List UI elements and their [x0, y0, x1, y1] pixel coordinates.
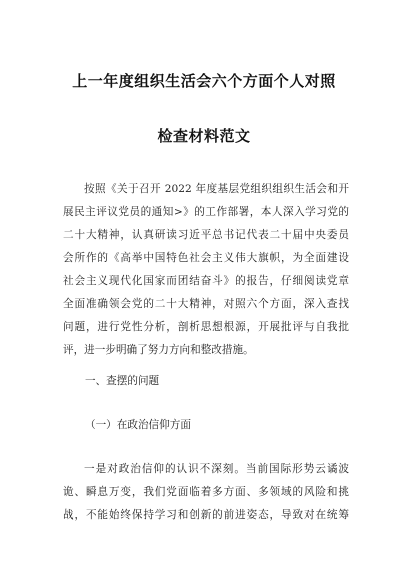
document-title-line-2: 检查材料范文: [157, 127, 251, 145]
paragraph-line: 一是对政治信仰的认识不深刻。当前国际形势云谲波: [84, 463, 349, 475]
paragraph-line: 按照《关于召开 2022 年度基层党组织组织生活会和开: [84, 183, 349, 195]
paragraph-line: 二十大精神，认真研读习近平总书记代表二十届中央委员: [63, 229, 349, 241]
paragraph-line: 问题，进行党性分析，剖析思想根源，开展批评与自我批: [63, 321, 349, 333]
paragraph-line: 战，不能始终保持学习和创新的前进姿态，导致对在统筹: [63, 509, 349, 521]
subsection-heading: （一）在政治信仰方面: [85, 419, 191, 431]
paragraph-line: 诡、瞬息万变，我们党面临着多方面、多领域的风险和挑: [63, 486, 349, 498]
section-heading: 一、查摆的问题: [85, 375, 160, 387]
body-paragraph: [63, 458, 349, 527]
paragraph-line: 全面准确领会党的二十大精神，对照六个方面，深入查找: [63, 298, 349, 310]
paragraph-line: 社会主义现代化国家而团结奋斗》的报告，仔细阅读党章: [63, 275, 349, 287]
intro-paragraph: [63, 178, 349, 362]
document-title-line-1: 上一年度组织生活会六个方面个人对照: [72, 72, 336, 90]
paragraph-line: 评，进一步明确了努力方向和整改措施。: [63, 344, 254, 356]
paragraph-line: 会所作的《高举中国特色社会主义伟大旗帜，为全面建设: [63, 252, 349, 264]
paragraph-line: 展民主评议党员的通知>》的工作部署，本人深入学习党的: [63, 206, 349, 218]
